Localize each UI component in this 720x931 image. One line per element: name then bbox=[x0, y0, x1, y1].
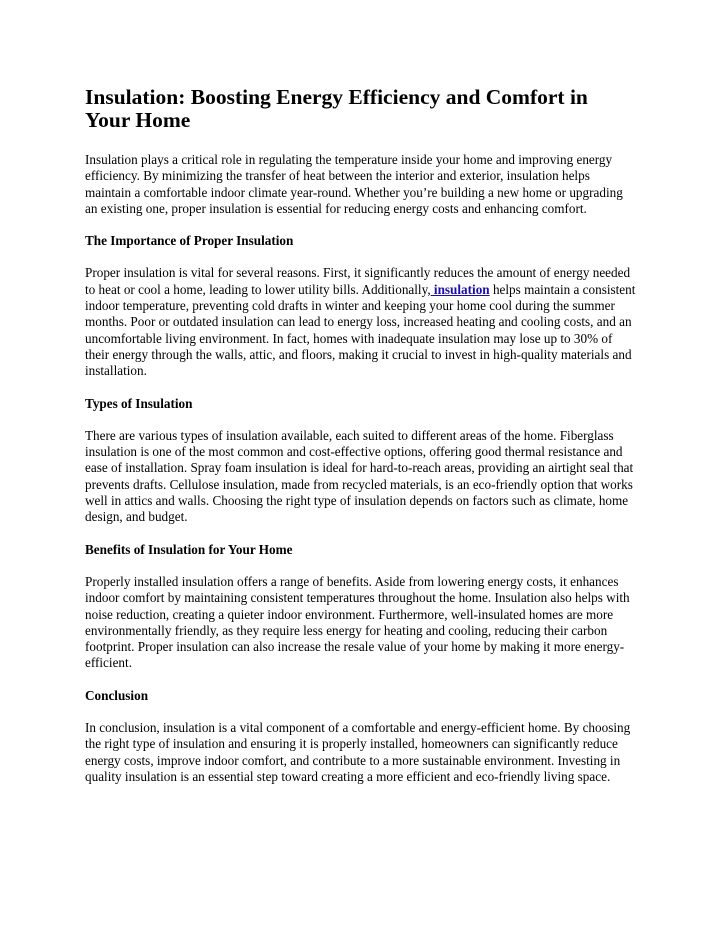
insulation-link[interactable]: insulation bbox=[430, 281, 490, 297]
paragraph-text-after-link: helps maintain a consistent indoor temperature, preventing cold drafts in winter and keeping your home cool during the summer months. Poor or outdated insulation can lead to energy loss, increased heating and cooling costs, and an uncomfortable living environment. In fact, homes with inadequate insulation may lose up to 30% of their energy through the walls, attic, and floors, making it crucial to invest in high-quality materials and installation. bbox=[85, 281, 636, 379]
section-paragraph-types: There are various types of insulation available, each suited to different areas of the home. Fiberglass insulation is one of the most common and cost-effective options, offering good thermal resistance and ease of installation. Spray foam insulation is ideal for hard-to-reach areas, providing an airtight seal that prevents drafts. Cellulose insulation, made from recycled materials, is an eco-friendly option that works well in attics and walls. Choosing the right type of insulation depends on factors such as climate, home design, and budget. bbox=[85, 427, 634, 525]
section-heading-conclusion: Conclusion bbox=[85, 687, 149, 703]
section-paragraph-conclusion: In conclusion, insulation is a vital component of a comfortable and energy-efficient home. By choosing the right type of insulation and ensuring it is properly installed, homeowners can significantly reduce energy costs, improve indoor comfort, and contribute to a more sustainable environment. Investing in quality insulation is an essential step toward creating a more efficient and eco-friendly living space. bbox=[85, 720, 631, 784]
intro-paragraph: Insulation plays a critical role in regulating the temperature inside your home and improving energy efficiency. By minimizing the transfer of heat between the interior and exterior, insulation helps maintain a comfortable indoor climate year-round. Whether you’re building a new home or upgrading an existing one, proper insulation is essential for reducing energy costs and enhancing comfort. bbox=[85, 152, 623, 216]
section-paragraph-importance bbox=[85, 265, 637, 379]
page-title: Insulation: Boosting Energy Efficiency and Comfort in Your Home bbox=[85, 85, 588, 132]
section-heading-types: Types of Insulation bbox=[85, 395, 193, 411]
section-paragraph-benefits: Properly installed insulation offers a range of benefits. Aside from lowering energy costs, it enhances indoor comfort by maintaining consistent temperatures throughout the home. Insulation also helps with noise reduction, creating a quieter indoor environment. Furthermore, well-insulated homes are more environmentally friendly, as they require less energy for heating and cooling, reducing their carbon footprint. Proper insulation can also increase the resale value of your home by making it more energy-efficient. bbox=[85, 573, 630, 671]
section-heading-benefits: Benefits of Insulation for Your Home bbox=[85, 541, 293, 557]
paragraph-text-before-link: Proper insulation is vital for several reasons. First, it significantly reduces the amount of energy needed to heat or cool a home, leading to lower utility bills. Additionally, bbox=[85, 265, 631, 297]
document-page bbox=[85, 86, 637, 801]
section-heading-importance: The Importance of Proper Insulation bbox=[85, 233, 294, 249]
